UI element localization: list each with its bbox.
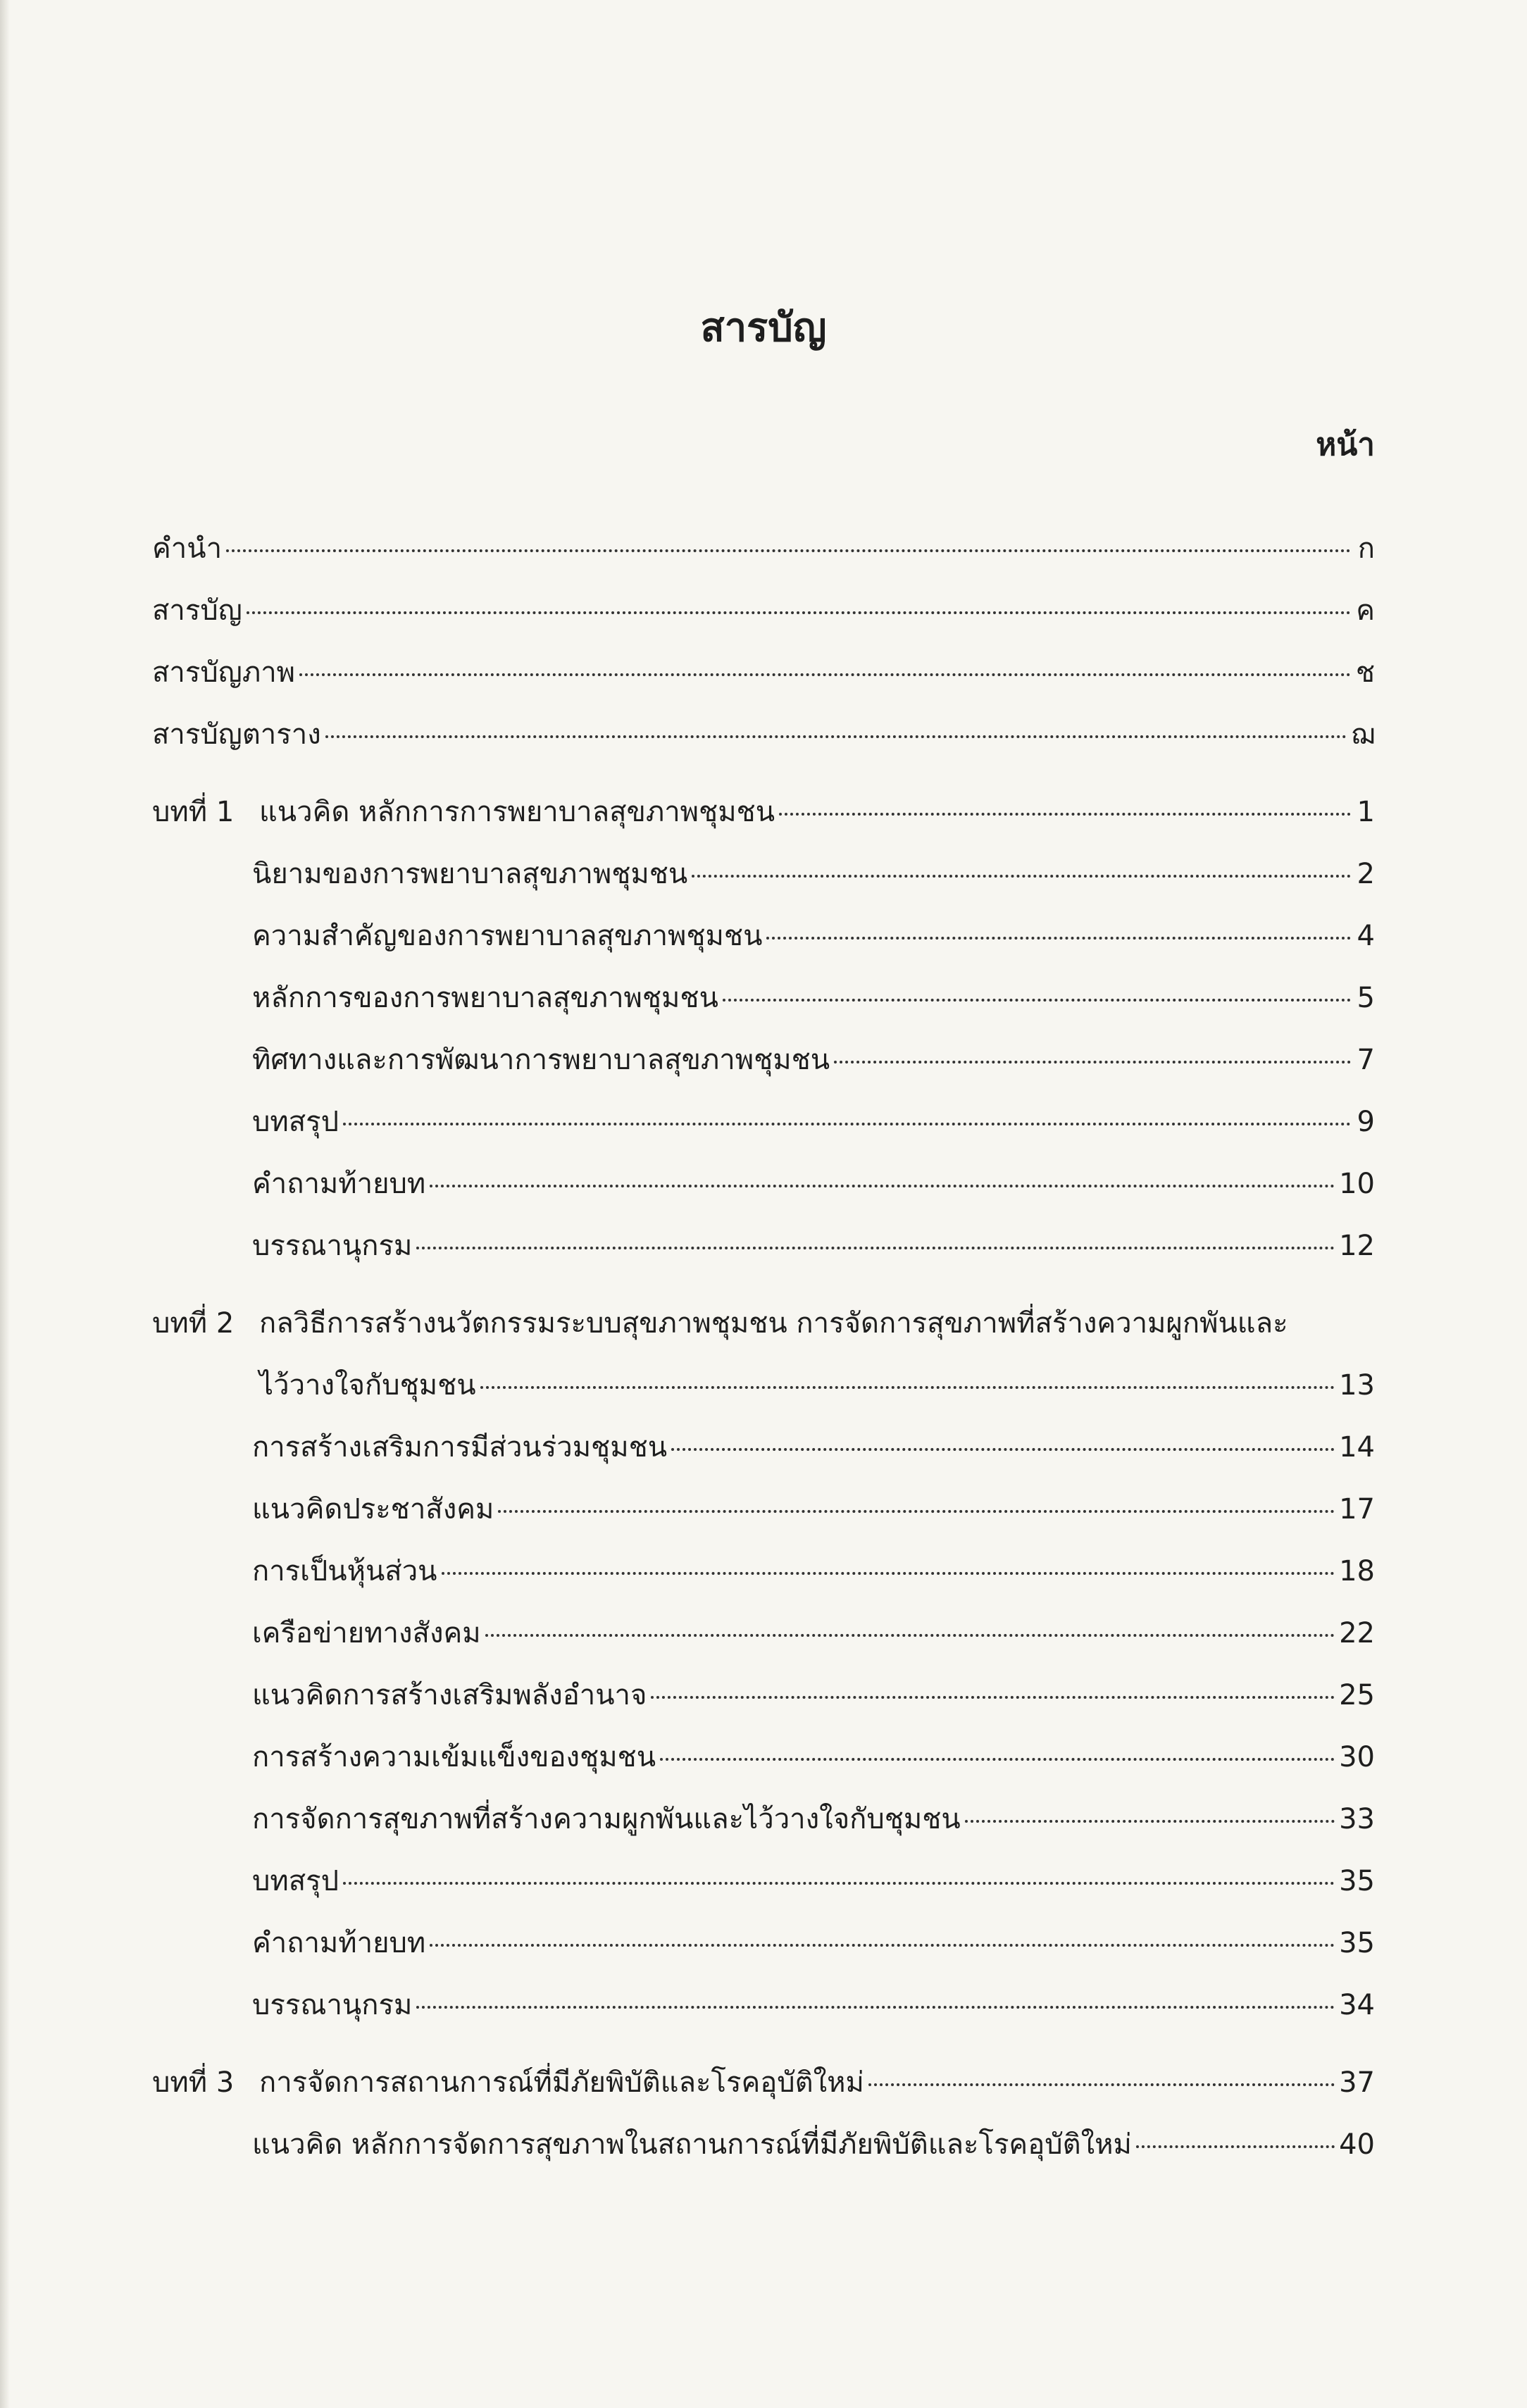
chapter-label: บทที่ 3 [152, 2066, 235, 2099]
section-title: ความสำคัญของการพยาบาลสุขภาพชุมชน [252, 920, 763, 952]
toc-entry-list-of-tables[interactable] [152, 704, 1375, 766]
dot-leader [416, 2006, 1335, 2009]
dot-leader [498, 1510, 1335, 1513]
dot-leader [671, 1448, 1335, 1451]
section-title: คำถามท้ายบท [252, 1168, 426, 1200]
chapter-title: กลวิธีการสร้างนวัตกรรมระบบสุขภาพชุมชน การจัดการสุขภาพที่สร้างความผูกพันและ [259, 1307, 1288, 1340]
toc-section[interactable] [152, 1153, 1375, 1215]
dot-leader [660, 1758, 1335, 1761]
toc-section[interactable] [152, 1416, 1375, 1478]
dot-leader [430, 1944, 1335, 1947]
toc-section[interactable] [152, 905, 1375, 967]
toc-page-number: 1 [1357, 796, 1375, 828]
section-title: แนวคิดการสร้างเสริมพลังอำนาจ [252, 1679, 647, 1711]
toc-chapter-2[interactable] [152, 1354, 1375, 1416]
dot-leader [442, 1572, 1335, 1575]
toc-section[interactable] [152, 967, 1375, 1029]
toc-section[interactable] [152, 1974, 1375, 2036]
toc-section[interactable] [152, 1664, 1375, 1726]
toc-page-number: 40 [1339, 2128, 1375, 2161]
dot-leader [485, 1634, 1335, 1637]
section-title: บทสรุป [252, 1865, 339, 1897]
section-title: คำถามท้ายบท [252, 1927, 426, 1959]
toc-page-number: 12 [1339, 1230, 1375, 1262]
toc-page-number: ค [1356, 594, 1375, 627]
toc-chapter-3[interactable] [152, 2052, 1375, 2114]
toc-entry-title: สารบัญ [152, 594, 242, 627]
toc-page-number: 9 [1357, 1106, 1375, 1138]
toc-page-number: 5 [1357, 982, 1375, 1014]
toc-chapter-1[interactable] [152, 781, 1375, 843]
dot-leader [965, 1820, 1335, 1823]
toc-entry-title: สารบัญภาพ [152, 656, 296, 689]
toc-section[interactable] [152, 1912, 1375, 1974]
toc-page-number: ฌ [1350, 718, 1375, 751]
toc-page-number: 14 [1339, 1431, 1375, 1464]
dot-leader [651, 1696, 1335, 1699]
toc-chapter-2-heading[interactable] [152, 1292, 1375, 1354]
toc-page-number: 18 [1339, 1555, 1375, 1587]
dot-leader [480, 1386, 1335, 1389]
page-edge [0, 0, 10, 2408]
toc-section[interactable] [152, 1726, 1375, 1788]
section-title: แนวคิดประชาสังคม [252, 1493, 494, 1526]
section-title: หลักการของการพยาบาลสุขภาพชุมชน [252, 982, 718, 1014]
toc-entry-contents[interactable] [152, 580, 1375, 642]
toc-section[interactable] [152, 1540, 1375, 1602]
section-title: ทิศทางและการพัฒนาการพยาบาลสุขภาพชุมชน [252, 1044, 830, 1076]
dot-leader [299, 673, 1351, 676]
toc-page-number: 4 [1357, 920, 1375, 952]
chapter-label: บทที่ 2 [152, 1307, 235, 1340]
toc-section[interactable] [152, 1788, 1375, 1850]
dot-leader [692, 875, 1351, 878]
toc-section[interactable] [152, 1478, 1375, 1540]
toc-section[interactable] [152, 1215, 1375, 1277]
toc-page-number: 10 [1339, 1168, 1375, 1200]
dot-leader [834, 1061, 1351, 1063]
dot-leader [868, 2083, 1335, 2086]
toc-page-number: 25 [1339, 1679, 1375, 1711]
chapter-title-continued: ไว้วางใจกับชุมชน [259, 1369, 476, 1402]
toc-section[interactable] [152, 1091, 1375, 1153]
dot-leader [226, 549, 1351, 552]
section-title: บรรณานุกรม [252, 1230, 413, 1262]
toc-page-number: 35 [1339, 1865, 1375, 1897]
toc-page-number: 34 [1339, 1989, 1375, 2021]
toc-entry-title: คำนำ [152, 532, 223, 565]
toc-page-number: 22 [1339, 1617, 1375, 1649]
chapter-label: บทที่ 1 [152, 796, 235, 828]
dot-leader [343, 1123, 1351, 1125]
page-column-header: หน้า [1316, 427, 1375, 463]
toc-page-number: 7 [1357, 1044, 1375, 1076]
toc-entry-title: สารบัญตาราง [152, 718, 321, 751]
toc-section[interactable] [152, 1029, 1375, 1091]
dot-leader [247, 611, 1351, 614]
dot-leader [779, 813, 1351, 816]
section-title: บรรณานุกรม [252, 1989, 413, 2021]
dot-leader [343, 1882, 1335, 1885]
dot-leader [416, 1247, 1335, 1249]
toc-entry-foreword[interactable] [152, 518, 1375, 580]
toc-page-number: 13 [1339, 1369, 1375, 1402]
toc-page-number: 30 [1339, 1741, 1375, 1773]
toc-page-number: 37 [1339, 2066, 1375, 2099]
toc-section[interactable] [152, 2114, 1375, 2176]
section-title: นิยามของการพยาบาลสุขภาพชุมชน [252, 858, 688, 890]
section-title: แนวคิด หลักการจัดการสุขภาพในสถานการณ์ที่มีภัยพิบัติและโรคอุบัติใหม่ [252, 2128, 1132, 2161]
section-title: การเป็นหุ้นส่วน [252, 1555, 437, 1587]
section-title: บทสรุป [252, 1106, 339, 1138]
page-title: สารบัญ [700, 305, 827, 351]
toc-page-number: 33 [1339, 1803, 1375, 1835]
toc-page-number: 2 [1357, 858, 1375, 890]
dot-leader [723, 999, 1351, 1002]
dot-leader [325, 735, 1347, 738]
section-title: เครือข่ายทางสังคม [252, 1617, 481, 1649]
dot-leader [430, 1185, 1335, 1187]
dot-leader [1136, 2145, 1335, 2148]
section-title: การสร้างความเข้มแข็งของชุมชน [252, 1741, 656, 1773]
section-title: การสร้างเสริมการมีส่วนร่วมชุมชน [252, 1431, 668, 1464]
toc-section[interactable] [152, 843, 1375, 905]
toc-page-number: ช [1355, 656, 1375, 689]
toc-section[interactable] [152, 1850, 1375, 1912]
section-title: การจัดการสุขภาพที่สร้างความผูกพันและไว้วางใจกับชุมชน [252, 1803, 961, 1835]
toc-page-number: 17 [1339, 1493, 1375, 1526]
toc-page-number: ก [1357, 532, 1375, 565]
chapter-title: การจัดการสถานการณ์ที่มีภัยพิบัติและโรคอุบัติใหม่ [259, 2066, 864, 2099]
toc-page-number: 35 [1339, 1927, 1375, 1959]
dot-leader [766, 937, 1351, 940]
chapter-title: แนวคิด หลักการการพยาบาลสุขภาพชุมชน [259, 796, 775, 828]
toc-entry-list-of-figures[interactable] [152, 642, 1375, 704]
table-of-contents [152, 518, 1375, 2176]
toc-section[interactable] [152, 1602, 1375, 1664]
